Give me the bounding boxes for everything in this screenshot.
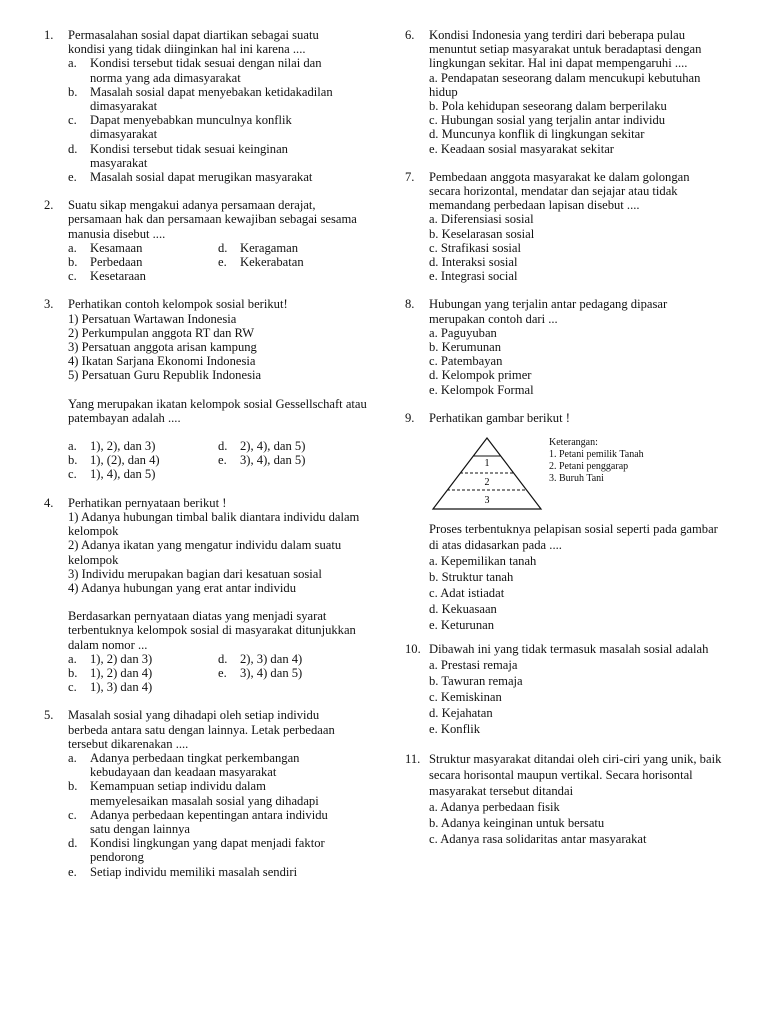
- list-item: 1) Adanya hubungan timbal balik diantara individu dalam kelompok: [68, 509, 360, 539]
- option-b: b. Tawuran remaja: [429, 674, 523, 689]
- list-item: 2) Adanya ikatan yang mengatur individu dalam suatu kelompok: [68, 538, 342, 567]
- option-c: c. 1), 3) dan 4): [68, 680, 153, 695]
- list-item: 4) Ikatan Sarjana Ekonomi Indonesia: [68, 354, 256, 369]
- question-prompt: Berdasarkan pernyataan diatas yang menjadi syarat terbentuknya kelompok sosial di masyarakat ditunjukkan dalam nomor ...: [68, 609, 356, 652]
- option-d: d. Kondisi lingkungan yang dapat menjadi faktor pendorong: [68, 836, 325, 865]
- option-c: c. Strafikasi sosial: [429, 240, 521, 255]
- option-c: c. Hubungan sosial yang terjalin antar individu: [429, 113, 666, 128]
- list-item: 1) Persatuan Wartawan Indonesia: [68, 311, 237, 326]
- question-5: [44, 708, 344, 878]
- pyramid-level-3: 3: [484, 495, 490, 507]
- option-b: b. Pola kehidupan seseorang dalam berperilaku: [429, 99, 667, 114]
- question-number: 4.: [44, 495, 54, 510]
- pyramid-level-2: 2: [484, 477, 490, 489]
- legend-item: 3. Buruh Tani: [549, 473, 604, 485]
- option-a: a. 1), 2) dan 3): [68, 651, 153, 666]
- option-b: b. Struktur tanah: [429, 570, 514, 585]
- question-6: [405, 28, 723, 156]
- option-d: d. 2), 4), dan 5): [218, 439, 306, 454]
- option-c: c. Patembayan: [429, 354, 503, 369]
- option-b: b. Adanya keinginan untuk bersatu: [429, 816, 605, 831]
- question-11: [405, 751, 723, 847]
- legend-item: 1. Petani pemilik Tanah: [549, 449, 644, 461]
- question-number: 5.: [44, 708, 54, 723]
- question-8: [405, 297, 723, 396]
- option-a: a. Pendapatan seseorang dalam mencukupi kebutuhan hidup: [429, 70, 701, 99]
- option-a: a. Adanya perbedaan fisik: [429, 800, 560, 815]
- option-a: a. Diferensiasi sosial: [429, 212, 534, 227]
- option-d: d. Kondisi tersebut tidak sesuai keinginan masyarakat: [68, 141, 288, 170]
- option-c: c. Dapat menyebabkan munculnya konflik dimasyarakat: [68, 113, 292, 142]
- option-d: d. Muncunya konflik di lingkungan sekitar: [429, 127, 645, 142]
- option-b: b. Keselarasan sosial: [429, 226, 535, 241]
- legend-item: 2. Petani penggarap: [549, 461, 629, 473]
- option-d: d. Kekuasaan: [429, 602, 497, 617]
- option-b: b. 1), (2), dan 4): [68, 453, 160, 468]
- option-d: d. Keragaman: [218, 240, 299, 255]
- option-c: c. Kemiskinan: [429, 690, 502, 705]
- option-a: a. Adanya perbedaan tingkat perkembangan kebudayaan dan keadaan masyarakat: [68, 750, 300, 780]
- question-text: Kondisi Indonesia yang terdiri dari beberapa pulau menuntut setiap masyarakat untuk beradaptasi dengan lingkungan sekitar. Hal ini dapat mempengaruhi ....: [429, 28, 702, 71]
- option-b: b. Masalah sosial dapat menyebakan ketidakadilan dimasyarakat: [68, 84, 333, 114]
- question-text: Perhatikan gambar berikut !: [429, 410, 570, 425]
- list-item: 2) Perkumpulan anggota RT dan RW: [68, 325, 255, 340]
- option-e: e. Kelompok Formal: [429, 382, 534, 397]
- option-c: c. Adat istiadat: [429, 586, 505, 601]
- left-column: [44, 28, 367, 893]
- option-a: a. Kesamaan: [68, 240, 143, 255]
- option-a: a. Kondisi tersebut tidak sesuai dengan nilai dan norma yang ada dimasyarakat: [68, 56, 322, 85]
- question-text: Perhatikan contoh kelompok sosial berikut!: [68, 297, 288, 312]
- option-c: c. Adanya rasa solidaritas antar masyarakat: [429, 832, 647, 847]
- list-item: 5) Persatuan Guru Republik Indonesia: [68, 368, 262, 383]
- question-text: Hubungan yang terjalin antar pedagang dipasar merupakan contoh dari ...: [429, 297, 668, 326]
- option-a: a. Kepemilikan tanah: [429, 554, 537, 569]
- option-b: b. Kerumunan: [429, 340, 502, 355]
- option-e: e. 3), 4), dan 5): [218, 453, 306, 468]
- question-9: [405, 411, 723, 633]
- option-e: e. Integrasi social: [429, 269, 518, 284]
- question-number: 1.: [44, 28, 54, 42]
- question-number: 11.: [405, 752, 421, 767]
- option-e: e. Konflik: [429, 722, 481, 737]
- pyramid-level-1: 1: [484, 458, 490, 470]
- question-10: [405, 641, 723, 737]
- option-b: b. 1), 2) dan 4): [68, 665, 153, 680]
- question-text: Suatu sikap mengakui adanya persamaan derajat, persamaan hak dan persamaan kewajiban sebagai sesama manusia disebut ....: [68, 198, 357, 241]
- option-a: a. Prestasi remaja: [429, 658, 518, 673]
- question-number: 9.: [405, 410, 415, 425]
- legend-title: Keterangan:: [549, 437, 598, 449]
- question-7: [405, 170, 723, 284]
- question-text: Dibawah ini yang tidak termasuk masalah sosial adalah: [429, 642, 709, 657]
- option-d: d. Kejahatan: [429, 706, 493, 721]
- list-item: 3) Individu merupakan bagian dari kesatuan sosial: [68, 566, 322, 581]
- question-1: [44, 28, 344, 184]
- question-text: Struktur masyarakat ditandai oleh ciri-ciri yang unik, baik secara horisontal maupun vertikal. Secara horisontal masyarakat tersebut ditandai: [429, 752, 722, 799]
- option-a: a. 1), 2), dan 3): [68, 439, 156, 454]
- option-c: c. Kesetaraan: [68, 269, 146, 284]
- question-text: Permasalahan sosial dapat diartikan sebagai suatu kondisi yang tidak diinginkan hal ini karena ....: [68, 28, 319, 57]
- question-number: 3.: [44, 297, 54, 312]
- question-prompt: Proses terbentuknya pelapisan sosial seperti pada gambar di atas didasarkan pada ....: [429, 522, 718, 553]
- option-a: a. Paguyuban: [429, 325, 497, 340]
- pyramid-legend: [549, 437, 644, 485]
- list-item: 3) Persatuan anggota arisan kampung: [68, 340, 257, 355]
- question-number: 2.: [44, 198, 54, 213]
- pyramid-figure: [429, 435, 723, 513]
- option-e: e. Keadaan sosial masyarakat sekitar: [429, 141, 614, 156]
- question-4: [44, 495, 360, 695]
- question-2: [44, 198, 357, 284]
- option-e: e. Masalah sosial dapat merugikan masyarakat: [68, 170, 313, 185]
- list-item: 4) Adanya hubungan yang erat antar individu: [68, 580, 297, 595]
- option-e: e. Setiap individu memiliki masalah sendiri: [68, 864, 298, 879]
- right-column: [405, 28, 723, 861]
- question-text: Masalah sosial yang dihadapi oleh setiap individu berbeda antara satu dengan lainnya. Letak perbedaan tersebut dikarenakan ....: [68, 708, 335, 751]
- option-c: c. Adanya perbedaan kepentingan antara individu satu dengan lainnya: [68, 807, 328, 836]
- question-number: 8.: [405, 297, 415, 312]
- question-number: 6.: [405, 28, 415, 42]
- option-e: e. 3), 4) dan 5): [218, 665, 303, 680]
- option-d: d. 2), 3) dan 4): [218, 651, 303, 666]
- question-3: [44, 297, 367, 482]
- question-prompt: Yang merupakan ikatan kelompok sosial Gessellschaft atau patembayan adalah ....: [68, 396, 367, 425]
- option-c: c. 1), 4), dan 5): [68, 467, 156, 482]
- question-number: 7.: [405, 169, 415, 184]
- question-text: Pembedaan anggota masyarakat ke dalam golongan secara horizontal, mendatar dan sejajar atau tidak memandang perbedaan lapisan disebut ....: [429, 169, 690, 213]
- option-e: e. Kekerabatan: [218, 255, 304, 270]
- question-text: Perhatikan pernyataan berikut !: [68, 495, 227, 510]
- option-b: b. Perbedaan: [68, 255, 143, 270]
- option-e: e. Keturunan: [429, 618, 495, 633]
- question-number: 10.: [405, 642, 421, 657]
- option-d: d. Kelompok primer: [429, 368, 532, 383]
- option-b: b. Kemampuan setiap individu dalam memyelesaikan masalah sosial yang dihadapi: [68, 779, 319, 808]
- option-d: d. Interaksi sosial: [429, 255, 518, 270]
- stratification-pyramid: [431, 435, 543, 513]
